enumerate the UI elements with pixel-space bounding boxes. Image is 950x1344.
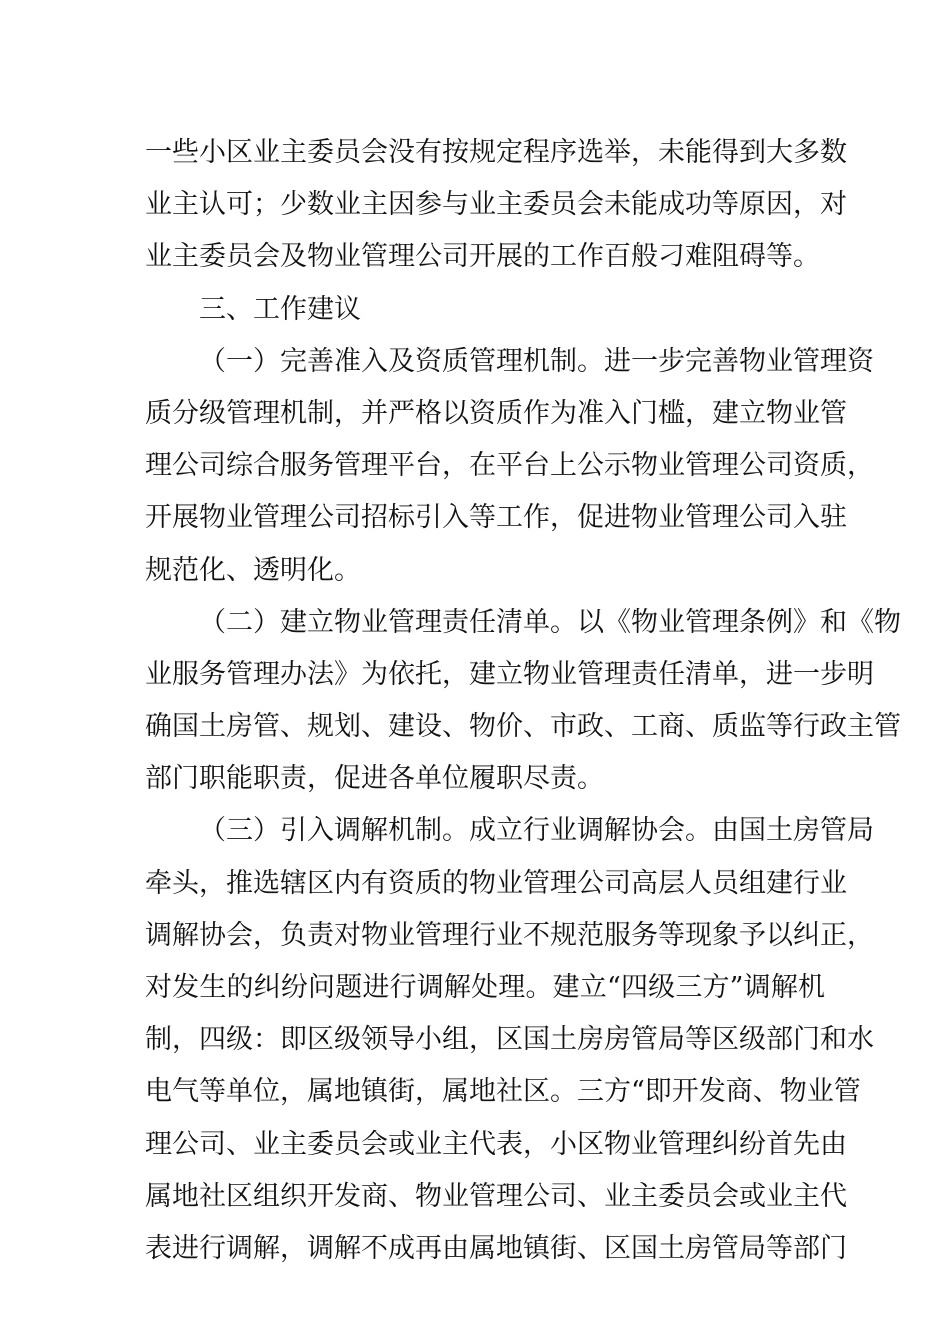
paragraph-line: 表进行调解，调解不成再由属地镇街、区国土房管局等部门 — [145, 1232, 847, 1264]
section-heading: 三、工作建议 — [199, 293, 361, 325]
paragraph-line: 业主认可；少数业主因参与业主委员会未能成功等原因，对 — [145, 189, 847, 221]
paragraph-line: 一些小区业主委员会没有按规定程序选举，未能得到大多数 — [145, 137, 847, 168]
paragraph-line: 理公司综合服务管理平台，在平台上公示物业管理公司资质， — [145, 450, 874, 482]
paragraph-line: 制，四级：即区级领导小组，区国土房房管局等区级部门和水 — [145, 1024, 874, 1056]
paragraph-line: 属地社区组织开发商、物业管理公司、业主委员会或业主代 — [145, 1180, 847, 1212]
paragraph-line: 部门职能职责，促进各单位履职尽责。 — [145, 763, 604, 795]
paragraph-line: （二）建立物业管理责任清单。以《物业管理条例》和《物 — [199, 606, 901, 638]
document-body — [145, 127, 901, 1275]
paragraph-line: 调解协会，负责对物业管理行业不规范服务等现象予以纠正， — [145, 919, 874, 951]
paragraph-line: 规范化、透明化。 — [145, 554, 361, 586]
paragraph-line: 开展物业管理公司招标引入等工作，促进物业管理公司入驻 — [145, 502, 847, 534]
paragraph-line: 牵头，推选辖区内有资质的物业管理公司高层人员组建行业 — [145, 867, 847, 899]
paragraph-line: 对发生的纠纷问题进行调解处理。建立“四级三方”调解机 — [145, 972, 825, 1003]
paragraph-line: （三）引入调解机制。成立行业调解协会。由国土房管局 — [199, 815, 874, 847]
paragraph-line: （一）完善准入及资质管理机制。进一步完善物业管理资 — [199, 345, 874, 377]
paragraph-line: 业主委员会及物业管理公司开展的工作百般刁难阻碍等。 — [145, 241, 820, 273]
paragraph-line: 电气等单位，属地镇街，属地社区。三方“即开发商、物业管 — [145, 1076, 861, 1108]
paragraph-line: 确国土房管、规划、建设、物价、市政、工商、质监等行政主管 — [145, 711, 901, 743]
paragraph-line: 质分级管理机制，并严格以资质作为准入门槛，建立物业管 — [145, 397, 847, 429]
paragraph-line: 业服务管理办法》为依托，建立物业管理责任清单，进一步明 — [145, 658, 874, 690]
paragraph-line: 理公司、业主委员会或业主代表，小区物业管理纠纷首先由 — [145, 1128, 847, 1160]
